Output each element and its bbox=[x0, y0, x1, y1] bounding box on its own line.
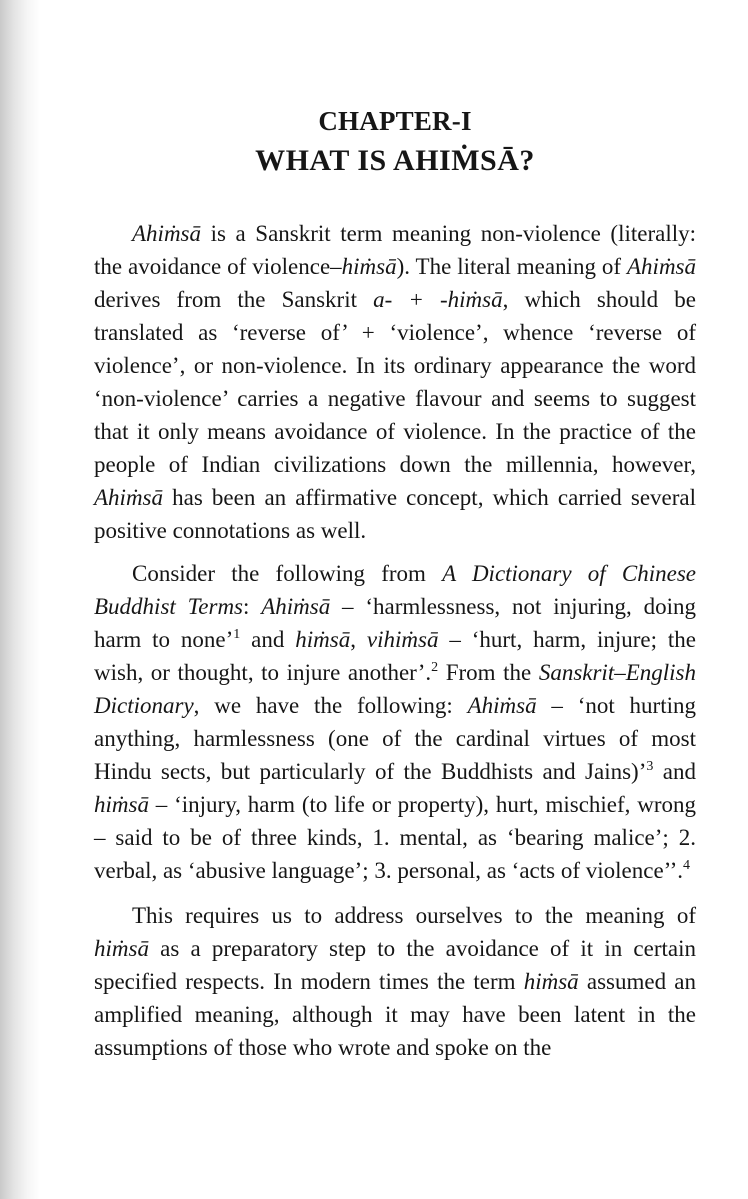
italic-term: hiṁsā bbox=[94, 792, 149, 817]
text-run: has been an affirmative concept, which carried several positive connotations as well. bbox=[94, 485, 696, 543]
footnote-ref: 4 bbox=[683, 858, 691, 873]
text-run: – ‘not hurting anything, harmlessness (one of the cardinal virtues of most Hindu sects, but particularly of the Buddhists and Jains)’ bbox=[94, 693, 696, 784]
text-run: is a Sanskrit term meaning non-violence (literally: the avoidance of violence– bbox=[94, 221, 696, 279]
text-run: , we have the following: bbox=[193, 693, 468, 718]
text-run: – ‘harmlessness, not injuring, doing harm to none’ bbox=[94, 594, 697, 652]
italic-term: Ahiṁsā bbox=[261, 594, 331, 619]
text-run: assumed an amplified meaning, although it may have been latent in the assumptions of those who wrote and spoke on the bbox=[94, 969, 697, 1060]
footnote-ref: 3 bbox=[646, 759, 654, 774]
text-run: Consider the following from bbox=[132, 561, 443, 586]
italic-term: vihiṁsā bbox=[366, 627, 439, 652]
italic-term: hiṁsā bbox=[523, 969, 579, 994]
text-run: and bbox=[240, 627, 296, 652]
footnote-ref: 1 bbox=[233, 627, 241, 642]
page-gutter-shadow bbox=[0, 0, 40, 1199]
chapter-title: WHAT IS AHIṀSĀ? bbox=[255, 144, 535, 177]
footnote-ref: 2 bbox=[431, 660, 439, 675]
italic-term: Ahiṁsā bbox=[627, 254, 696, 279]
paragraph bbox=[94, 217, 696, 547]
italic-term: Ahiṁsā bbox=[94, 485, 163, 510]
text-run: and bbox=[653, 759, 696, 784]
italic-term: Ahiṁsā bbox=[132, 221, 201, 246]
italic-term: Sanskrit–English Dictionary bbox=[94, 660, 696, 718]
italic-term: hiṁsā bbox=[295, 627, 351, 652]
text-run: , which should be translated as ‘reverse of’ + ‘violence’, whence ‘reverse of violence’, or non-violence. In its ordinary appearance the word ‘non-violence’ carries a negative flavour and seems to suggest that it only means avoidance of violence. In the practice of the people of Indian civilizations down the millennia, however, bbox=[94, 287, 696, 477]
text-run: , bbox=[350, 627, 367, 652]
text-run: ). The literal meaning of bbox=[396, 254, 627, 279]
text-run: This requires us to address ourselves to the meaning of bbox=[132, 903, 696, 928]
italic-term: hiṁsā bbox=[341, 254, 397, 279]
italic-term: hiṁsā bbox=[94, 936, 149, 961]
chapter-label: CHAPTER-I bbox=[318, 106, 472, 136]
text-run: as a preparatory step to the avoidance of it in certain specified respects. In modern times the term bbox=[94, 936, 696, 994]
text-run: – ‘hurt, harm, injure; the wish, or thought, to injure another’. bbox=[94, 627, 697, 685]
paragraph bbox=[94, 899, 696, 1064]
paragraph bbox=[94, 557, 696, 887]
book-page bbox=[94, 103, 696, 1064]
italic-term: A Dictionary of Chinese Buddhist Terms bbox=[94, 561, 696, 619]
text-run: derives from the Sanskrit bbox=[94, 287, 374, 312]
italic-term: Ahiṁsā bbox=[467, 693, 537, 718]
text-run: : bbox=[243, 594, 262, 619]
text-run: From the bbox=[438, 660, 539, 685]
italic-term: a- + -hiṁsā bbox=[373, 287, 503, 312]
text-run: – ‘injury, harm (to life or property), hurt, mischief, wrong – said to be of three kinds, 1. mental, as ‘bearing malice’; 2. verbal, as ‘abusive language’; 3. personal, as ‘acts of violence’’. bbox=[94, 792, 696, 883]
